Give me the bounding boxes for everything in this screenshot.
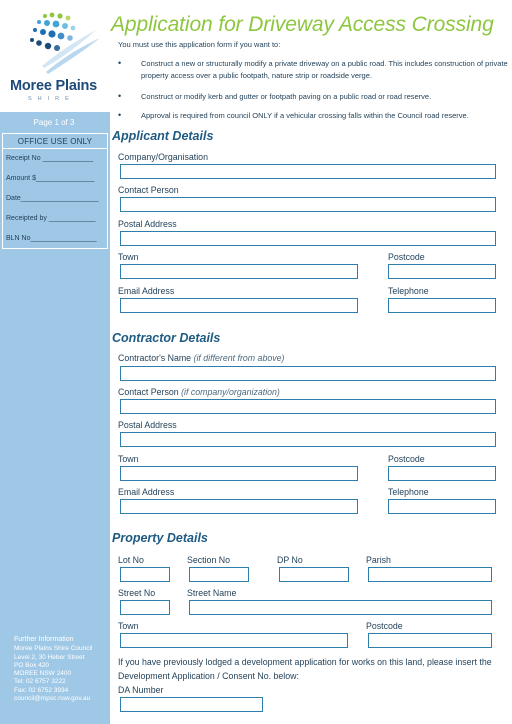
property-details-heading: Property Details: [112, 531, 208, 545]
contractor-name-field[interactable]: [120, 366, 496, 381]
bullet-icon: •: [118, 110, 122, 120]
office-receipted-by: Receipted by ____________: [6, 215, 96, 222]
page-title: Application for Driveway Access Crossing: [111, 13, 494, 36]
section-no-label: Section No: [187, 555, 231, 565]
intro-text: You must use this application form if you want to:: [118, 40, 281, 49]
applicant-town-label: Town: [118, 252, 139, 262]
lot-no-field[interactable]: [120, 567, 170, 582]
section-no-field[interactable]: [189, 567, 249, 582]
contractor-email-field[interactable]: [120, 499, 358, 514]
applicant-town-field[interactable]: [120, 264, 358, 279]
council-town: MOREE NSW 2400: [14, 670, 72, 678]
applicant-email-label: Email Address: [118, 286, 175, 296]
bullet-icon: •: [118, 58, 122, 68]
council-fax: Fax: 02 6752 3934: [14, 686, 69, 694]
lot-no-label: Lot No: [118, 555, 144, 565]
contractor-postcode-label: Postcode: [388, 454, 425, 464]
council-logo-icon: [12, 8, 102, 80]
property-postcode-field[interactable]: [368, 633, 492, 648]
street-no-label: Street No: [118, 588, 156, 598]
contractor-email-label: Email Address: [118, 487, 175, 497]
contractor-town-label: Town: [118, 454, 139, 464]
parish-field[interactable]: [368, 567, 492, 582]
da-number-field[interactable]: [120, 697, 263, 712]
applicant-details-heading: Applicant Details: [112, 129, 214, 143]
dp-no-field[interactable]: [279, 567, 349, 582]
applicant-contact-label: Contact Person: [118, 185, 179, 195]
council-po-box: PO Box 420: [14, 661, 50, 669]
office-use-title: OFFICE USE ONLY: [3, 134, 107, 149]
applicant-telephone-label: Telephone: [388, 286, 429, 296]
applicant-postcode-label: Postcode: [388, 252, 425, 262]
street-name-field[interactable]: [189, 600, 492, 615]
contractor-contact-note: (if company/organization): [181, 387, 280, 397]
bullet-text: Construct a new or structurally modify a private driveway on a public road. This includes construction of private property access over a public footpath, nature strip or roadside verge.: [141, 59, 508, 80]
contractor-name-label: [118, 353, 284, 363]
contractor-contact-text: Contact Person: [118, 387, 179, 397]
council-email[interactable]: council@mpsc.nsw.gov.au: [14, 695, 91, 703]
council-name: Moree Plains Shire Council: [14, 645, 93, 653]
dp-no-label: DP No: [277, 555, 303, 565]
contractor-contact-label: [118, 387, 280, 397]
contractor-details-heading: Contractor Details: [112, 331, 221, 345]
page-indicator: Page 1 of 3: [33, 118, 75, 127]
property-postcode-label: Postcode: [366, 621, 403, 631]
applicant-postal-field[interactable]: [120, 231, 496, 246]
applicant-postcode-field[interactable]: [388, 264, 496, 279]
da-number-label: DA Number: [118, 685, 164, 695]
contractor-postal-label: Postal Address: [118, 420, 177, 430]
applicant-postal-label: Postal Address: [118, 219, 177, 229]
logo-subtitle: SHIRE: [28, 96, 75, 102]
council-address-line: Level 2, 30 Heber Street: [14, 653, 85, 661]
contractor-postcode-field[interactable]: [388, 466, 496, 481]
contractor-name-note: (if different from above): [193, 353, 285, 363]
contractor-telephone-field[interactable]: [388, 499, 496, 514]
applicant-telephone-field[interactable]: [388, 298, 496, 313]
company-label: Company/Organisation: [118, 152, 208, 162]
office-bln-no: BLN No_________________: [6, 235, 97, 242]
contractor-contact-field[interactable]: [120, 399, 496, 414]
property-town-label: Town: [118, 621, 139, 631]
property-town-field[interactable]: [120, 633, 348, 648]
office-date: Date____________________: [6, 195, 99, 202]
further-information: [14, 636, 92, 703]
bullet-text: Approval is required from council ONLY if a vehicular crossing falls within the Council road reserve.: [141, 111, 469, 120]
logo-area: [0, 0, 110, 112]
street-name-label: Street Name: [187, 588, 237, 598]
company-field[interactable]: [120, 164, 496, 179]
bullet-text: Construct or modify kerb and gutter or footpath paving on a public road or road reserve.: [141, 92, 432, 101]
further-information-title: Further Information: [14, 636, 74, 643]
contractor-town-field[interactable]: [120, 466, 358, 481]
logo-name: Moree Plains: [10, 78, 98, 94]
council-telephone: Tel: 02 6757 3222: [14, 678, 66, 686]
contractor-telephone-label: Telephone: [388, 487, 429, 497]
contractor-postal-field[interactable]: [120, 432, 496, 447]
da-instructions: If you have previously lodged a development application for works on this land, please insert the Development Application / Consent No. below:: [118, 657, 492, 681]
contractor-name-text: Contractor's Name: [118, 353, 192, 363]
office-amount: Amount $_______________: [6, 175, 95, 182]
applicant-contact-field[interactable]: [120, 197, 496, 212]
office-use-box: [2, 133, 108, 249]
street-no-field[interactable]: [120, 600, 170, 615]
bullet-icon: •: [118, 91, 122, 101]
office-receipt-no: Receipt No _____________: [6, 155, 94, 162]
applicant-email-field[interactable]: [120, 298, 358, 313]
parish-label: Parish: [366, 555, 391, 565]
